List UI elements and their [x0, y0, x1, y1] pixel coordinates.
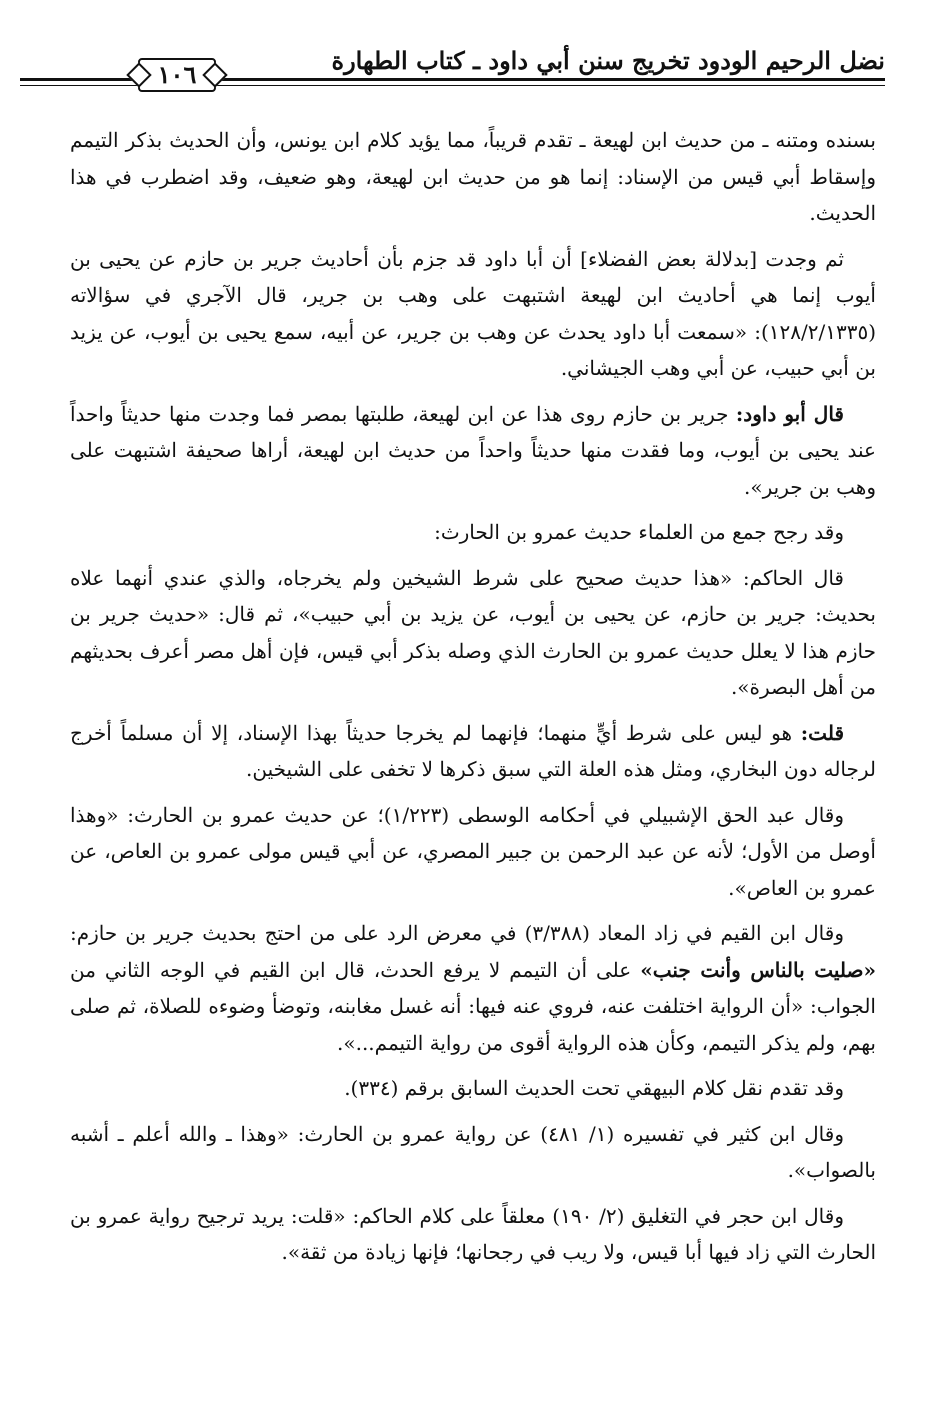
- paragraph-8: [70, 915, 876, 1061]
- paragraph-2-text: ثم وجدت [بدلالة بعض الفضلاء] أن أبا داود قد جزم بأن أحاديث جرير بن حازم عن يحيى بن أيوب إنما هي أحاديث ابن لهيعة اشتبهت على وهب بن جرير، قال الآجري في سؤالاته (١٢٨/٢/١٣٣٥): «سمعت أبا داود يحدث عن وهب بن جرير، عن أبيه، سمع يحيى بن أيوب، عن يزيد بن أبي حبيب، عن أبي وهب الجيشاني.: [70, 246, 876, 380]
- paragraph-1-text: بسنده ومتنه ـ من حديث ابن لهيعة ـ تقدم قريباً، مما يؤيد كلام ابن يونس، وأن الحديث بذكر التيمم وإسقاط أبي قيس من الإسناد: إنما هو من حديث ابن لهيعة، وهو ضعيف، وقد اضطرب في هذا الحديث.: [70, 128, 876, 225]
- paragraph-3-text: جرير بن حازم روى هذا عن ابن لهيعة، طلبتها بمصر فما وجدت منها حديثاً واحداً عند يحيى بن أيوب، وما فقدت منها حديثاً واحداً من حديث ابن لهيعة، أراها صحيفة اشتبهت على وهب بن جرير».: [70, 401, 876, 499]
- header-title: نضل الرحيم الودود تخريج سنن أبي داود ـ كتاب الطهارة: [331, 46, 885, 75]
- paragraph-4: [70, 514, 876, 551]
- paragraph-11-text: وقال ابن حجر في التغليق (٢/ ١٩٠) معلقاً على كلام الحاكم: «قلت: يريد ترجيح رواية عمرو بن الحارث التي زاد فيها أبا قيس، ولا ريب في رجحانها؛ فإنها زيادة من ثقة».: [70, 1203, 876, 1264]
- paragraph-6-text: هو ليس على شرط أيٍّ منهما؛ فإنهما لم يخرجا حديثاً بهذا الإسناد، إلا أن مسلماً أخرج لرجاله دون البخاري، ومثل هذه العلة التي سبق ذكرها لا تخفى على الشيخين.: [70, 720, 876, 781]
- paragraph-1: [70, 122, 876, 232]
- paragraph-3: [70, 396, 876, 506]
- main-text: [70, 122, 876, 1280]
- page-number: ١٠٦: [138, 58, 216, 92]
- paragraph-6: [70, 715, 876, 788]
- paragraph-7: [70, 797, 876, 907]
- paragraph-9-text: وقد تقدم نقل كلام البيهقي تحت الحديث السابق برقم (٣٣٤).: [344, 1076, 844, 1100]
- paragraph-8-text: على أن التيمم لا يرفع الحدث، قال ابن القيم في الوجه الثاني من الجواب: «أن الرواية اختلفت عنه، فروي عنه فيها: أنه غسل مغابنه، وتوضأ وضوءه للصلاة، ثم صلى بهم، ولم يذكر التيمم، وكأن هذه الرواية أقوى من رواية التيمم...».: [70, 957, 876, 1055]
- paragraph-6-lead: قلت:: [800, 720, 844, 745]
- paragraph-5-text: قال الحاكم: «هذا حديث صحيح على شرط الشيخين ولم يخرجاه، والذي عندي أنهما علاه بحديث: جرير بن حازم، عن يحيى بن أيوب، عن يزيد بن أبي حبيب»، ثم قال: «حديث جرير بن حازم هذا لا يعلل حديث عمرو بن الحارث الذي وصله بذكر أبي قيس، فإن أهل مصر أعرف بحديثهم من أهل البصرة».: [70, 565, 876, 699]
- paragraph-8-quote: «صليت بالناس وأنت جنب»: [640, 957, 876, 982]
- paragraph-8-text-before: وقال ابن القيم في زاد المعاد (٣/٣٨٨) في معرض الرد على من احتج بحديث جرير بن حازم:: [70, 921, 844, 945]
- paragraph-3-lead: قال أبو داود:: [735, 401, 844, 426]
- paragraph-10: [70, 1116, 876, 1189]
- paragraph-11: [70, 1198, 876, 1271]
- paragraph-10-text: وقال ابن كثير في تفسيره (١/ ٤٨١) عن رواية عمرو بن الحارث: «وهذا ـ والله أعلم ـ أشبه بالصواب».: [70, 1121, 876, 1182]
- running-header: [20, 44, 885, 94]
- paragraph-2: [70, 241, 876, 387]
- paragraph-9: [70, 1070, 876, 1107]
- paragraph-7-text: وقال عبد الحق الإشبيلي في أحكامه الوسطى (١/٢٢٣)؛ عن حديث عمرو بن الحارث: «وهذا أوصل من الأول؛ لأنه عن عبد الرحمن بن جبير المصري، عن أبي قيس مولى عمرو بن العاص، عن عمرو بن العاص».: [70, 802, 876, 900]
- paragraph-4-text: وقد رجح جمع من العلماء حديث عمرو بن الحارث:: [434, 520, 844, 544]
- paragraph-5: [70, 560, 876, 706]
